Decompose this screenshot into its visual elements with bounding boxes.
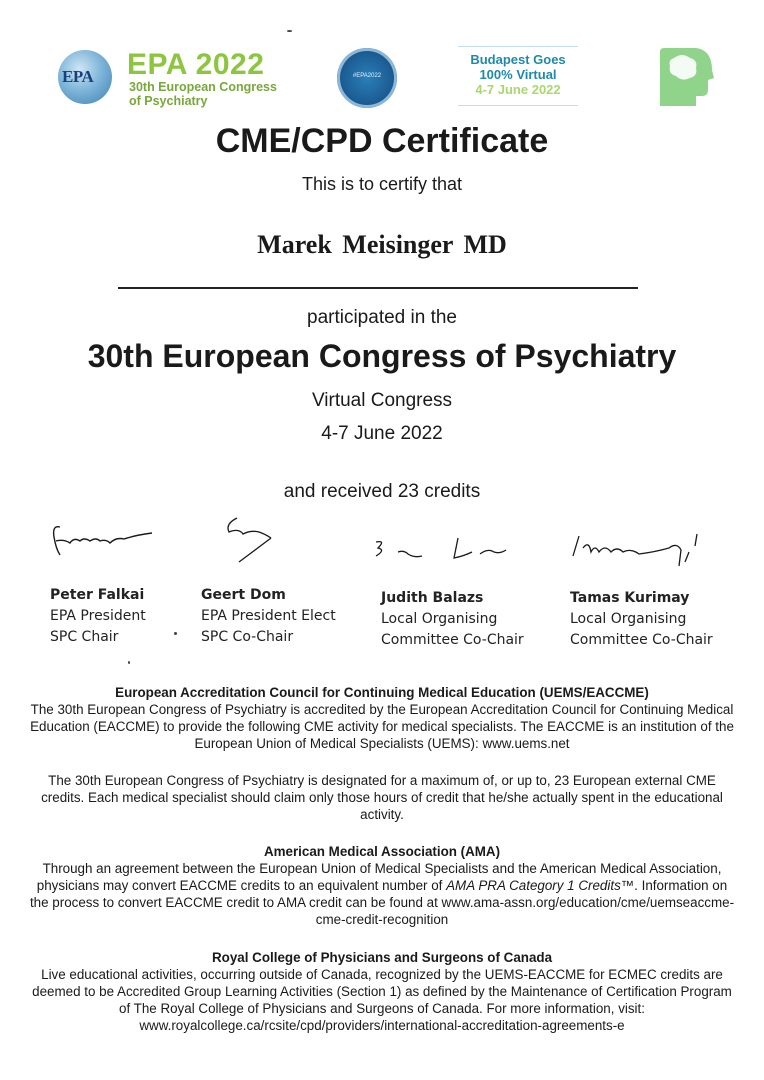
signatory-role: EPA President Elect (201, 608, 336, 624)
signatory-role: Committee Co-Chair (570, 632, 713, 648)
virtual-line-2: 100% Virtual (479, 67, 557, 82)
signatory-1 (50, 585, 146, 648)
signature-dom (215, 508, 295, 568)
rcps-heading: Royal College of Physicians and Surgeons of Canada (211, 950, 553, 965)
virtual-dates: 4-7 June 2022 (475, 82, 561, 97)
certify-text: This is to certify that (301, 174, 463, 194)
ama-body: Through an agreement between the European Union of Medical Specialists and the American Medical Association, physicians may convert EACCME credits to an equivalent number of (36, 861, 722, 893)
signatory-role: SPC Chair (50, 629, 119, 645)
scan-speck (287, 30, 292, 32)
rcps-section (28, 949, 736, 1034)
signatory-role: Local Organising (570, 611, 687, 627)
scan-speck (128, 661, 130, 664)
epa2022-badge-logo (337, 48, 397, 108)
congress-name: 30th European Congress of Psychiatry (87, 338, 677, 374)
virtual-congress-logo (458, 46, 578, 106)
designation-body: The 30th European Congress of Psychiatry is designated for a maximum of, or up to, 23 European external CME credits. Each medical specialist should claim only those hours of credit that he/she actually spent in the educational activity. (41, 773, 723, 822)
signatory-2 (201, 585, 336, 648)
signature-falkai (50, 515, 160, 565)
participated-text: participated in the (307, 307, 457, 328)
ama-heading: American Medical Association (AMA) (263, 844, 501, 859)
name-underline (118, 287, 638, 289)
recipient-name: Marek Meisinger MD (257, 230, 507, 259)
epa-logo (58, 50, 112, 104)
credits-text: and received 23 credits (283, 481, 481, 502)
congress-format: Virtual Congress (311, 390, 453, 411)
signatory-role: Local Organising (381, 611, 498, 627)
event-subtitle-line-2: of Psychiatry (129, 94, 208, 108)
scan-speck (174, 632, 177, 635)
signatory-name: Judith Balazs (381, 590, 484, 606)
signatory-name: Peter Falkai (50, 587, 145, 603)
signatory-role: Committee Co-Chair (381, 632, 524, 648)
event-subtitle (129, 80, 277, 108)
virtual-line-1: Budapest Goes (470, 52, 566, 67)
signatory-role: EPA President (50, 608, 146, 624)
divider (458, 46, 578, 47)
ama-section (28, 843, 736, 928)
badge-text: #EPA2022 (352, 73, 382, 79)
signature-kurimay (565, 526, 715, 574)
signature-balazs (368, 532, 518, 572)
congress-dates: 4-7 June 2022 (321, 423, 443, 444)
epa-logo-text: EPA (62, 67, 94, 86)
ama-body-cont: ™. Information on the process to convert EACCME credit to AMA credit can be found at www.ama-assn.org/education/cme/uemseaccme-cme-credit-recognition (29, 878, 735, 927)
head-profile-icon (652, 44, 718, 110)
event-title: EPA 2022 (127, 48, 265, 81)
rcps-body: Live educational activities, occurring outside of Canada, recognized by the UEMS-EACCME for ECMEC credits are deemed to be Accredited Group Learning Activities (Section 1) as defined by the Maintenance of Certification Program of The Royal College of Physicians and Surgeons of Canada. For more information, visit: www.royalcollege.ca/rcsite/cpd/providers/international-accreditation-agreements-e (32, 967, 732, 1033)
uems-section (28, 684, 736, 752)
signatory-3 (381, 588, 524, 651)
signatory-name: Tamas Kurimay (570, 590, 690, 606)
uems-body: The 30th European Congress of Psychiatry is accredited by the European Accreditation Council for Continuing Medical Education (EACCME) to provide the following CME activity for medical specialists. The EACCME is an institution of the European Union of Medical Specialists (UEMS): www.uems.net (30, 702, 734, 751)
signatory-role: SPC Co-Chair (201, 629, 294, 645)
designation-section (28, 772, 736, 823)
certificate-title: CME/CPD Certificate (215, 122, 549, 160)
divider (458, 105, 578, 106)
uems-heading: European Accreditation Council for Continuing Medical Education (UEMS/EACCME) (115, 685, 649, 700)
signatory-4 (570, 588, 713, 651)
signatory-name: Geert Dom (201, 587, 286, 603)
ama-credits-italic: AMA PRA Category 1 Credits (446, 878, 621, 893)
event-subtitle-line-1: 30th European Congress (129, 80, 277, 94)
